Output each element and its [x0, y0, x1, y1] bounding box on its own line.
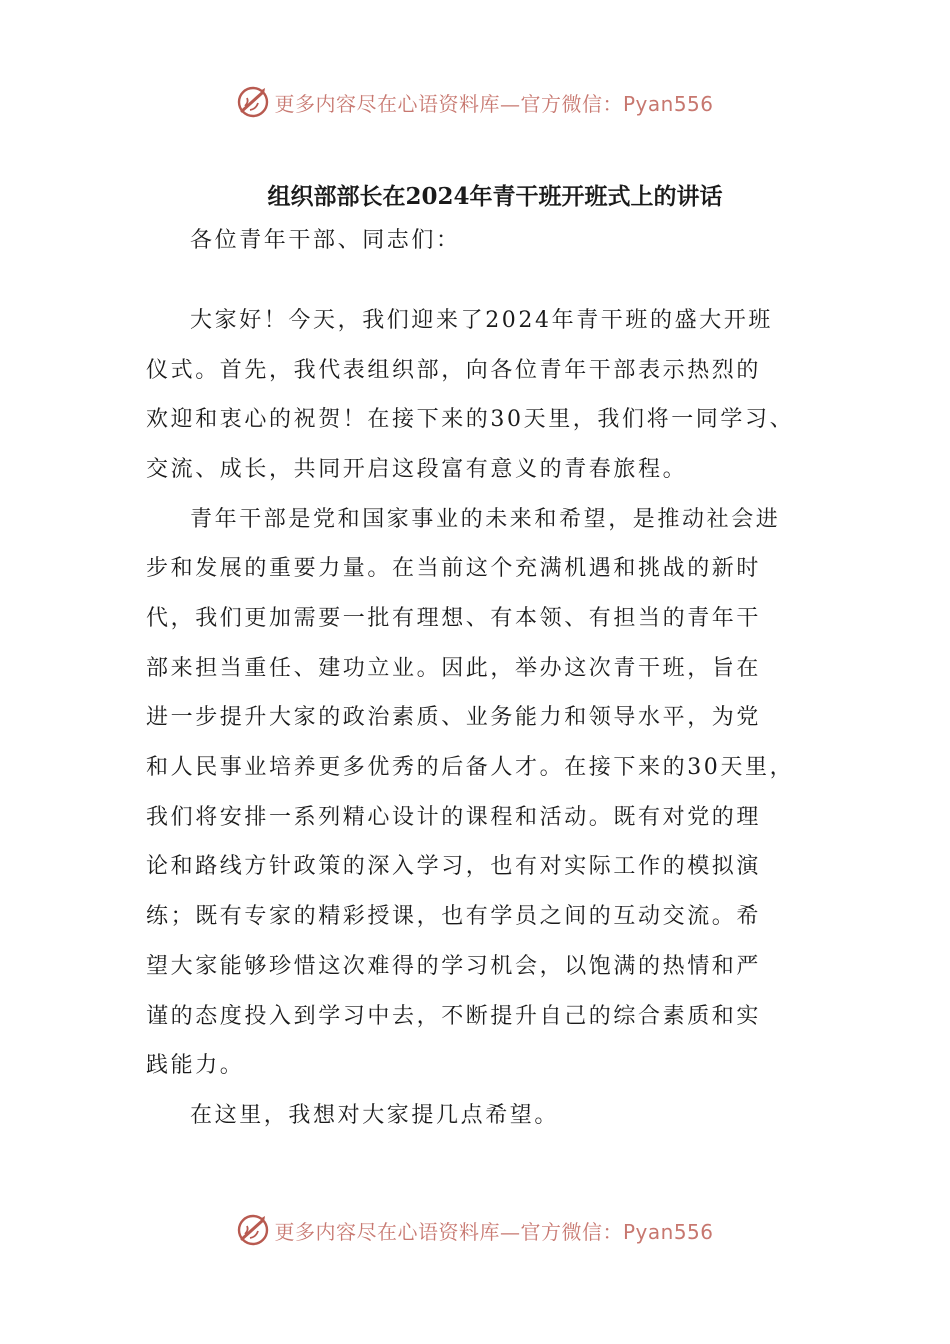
paragraph-line: 步和发展的重要力量。在当前这个充满机遇和挑战的新时 [146, 556, 762, 581]
header-banner [0, 80, 950, 124]
paragraph-line: 仪式。首先，我代表组织部，向各位青年干部表示热烈的 [146, 358, 762, 383]
paragraph-line: 代，我们更加需要一批有理想、有本领、有担当的青年干 [146, 606, 762, 631]
paragraph-line: 论和路线方针政策的深入学习，也有对实际工作的模拟演 [146, 854, 762, 879]
paragraph-line: 大家好！今天，我们迎来了2024年青干班的盛大开班 [190, 308, 773, 333]
paragraph-line: 在这里，我想对大家提几点希望。 [190, 1103, 560, 1128]
paragraph-line: 进一步提升大家的政治素质、业务能力和领导水平，为党 [146, 705, 762, 730]
pen-emblem-icon [236, 1213, 270, 1247]
paragraph-line: 练；既有专家的精彩授课，也有学员之间的互动交流。希 [146, 904, 762, 929]
document-title: 组织部部长在2024年青干班开班式上的讲话 [267, 183, 723, 210]
banner-text: 更多内容尽在心语资料库—官方微信：Pyan556 [274, 1219, 714, 1244]
wechat-id: Pyan556 [622, 1219, 714, 1244]
footer-banner [0, 1208, 950, 1252]
paragraph-line: 交流、成长，共同开启这段富有意义的青春旅程。 [146, 457, 688, 482]
paragraph-line: 和人民事业培养更多优秀的后备人才。在接下来的30天里， [146, 755, 795, 780]
paragraph-line: 青年干部是党和国家事业的未来和希望，是推动社会进 [190, 507, 781, 532]
paragraph-line: 部来担当重任、建功立业。因此，举办这次青干班，旨在 [146, 656, 762, 681]
paragraph-line: 践能力。 [146, 1053, 245, 1078]
wechat-id: Pyan556 [622, 91, 714, 116]
pen-emblem-icon [236, 85, 270, 119]
paragraph-line: 望大家能够珍惜这次难得的学习机会，以饱满的热情和严 [146, 954, 762, 979]
paragraph-line: 欢迎和衷心的祝贺！在接下来的30天里，我们将一同学习、 [146, 407, 795, 432]
paragraph-line: 谨的态度投入到学习中去，不断提升自己的综合素质和实 [146, 1004, 762, 1029]
paragraph-line: 各位青年干部、同志们： [190, 228, 461, 253]
paragraph-line: 我们将安排一系列精心设计的课程和活动。既有对党的理 [146, 805, 762, 830]
banner-text: 更多内容尽在心语资料库—官方微信：Pyan556 [274, 91, 714, 116]
